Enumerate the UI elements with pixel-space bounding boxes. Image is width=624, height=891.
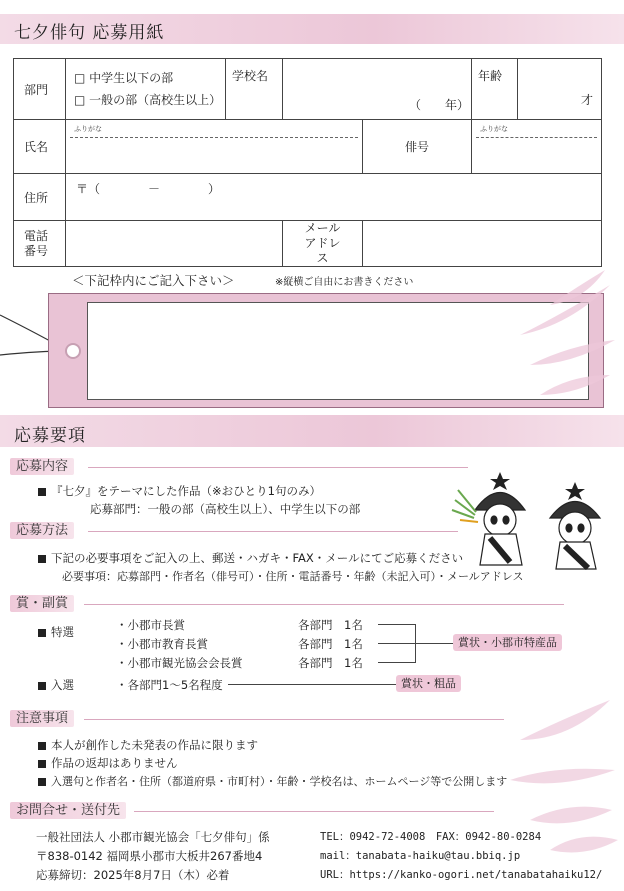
special-count-1: 各部門 1名 xyxy=(298,618,363,632)
address-field[interactable] xyxy=(66,174,602,221)
notes-rule xyxy=(84,719,504,720)
email-label: メールアドレス xyxy=(283,221,363,267)
pen-name-label: 俳号 xyxy=(363,120,472,174)
division-label: 部門 xyxy=(14,59,66,120)
address-label: 住所 xyxy=(14,174,66,221)
phone-label: 電話番号 xyxy=(14,221,66,267)
age-label: 年齢 xyxy=(472,59,518,120)
content-line-1: 『七夕』をテーマにした作品（※おひとり1句のみ） xyxy=(38,483,321,499)
name-furigana-line xyxy=(70,137,358,138)
bracket-vertical xyxy=(415,624,416,663)
age-unit: 才 xyxy=(580,93,593,107)
guidelines-band xyxy=(0,415,624,447)
special-item-2: ・小郡市教育長賞 xyxy=(116,637,208,651)
pen-name-furigana: ふりがな xyxy=(480,125,508,133)
bracket-top xyxy=(378,624,416,625)
selected-connector xyxy=(228,684,396,685)
contact-tel-fax: TEL：0942-72-4008 FAX：0942-80-0284 xyxy=(320,831,542,843)
special-item-1: ・小郡市長賞 xyxy=(116,618,185,632)
age-field[interactable] xyxy=(518,59,602,120)
name-label: 氏名 xyxy=(14,120,66,174)
contact-heading: お問合せ・送付先 xyxy=(10,802,126,819)
awards-heading: 賞・副賞 xyxy=(10,595,74,612)
bracket-bottom xyxy=(378,662,416,663)
contact-mail[interactable]: mail：tanabata-haiku@tau.bbiq.jp xyxy=(320,850,521,862)
contact-url[interactable]: URL：https://kanko-ogori.net/tanabatahaiku12/ xyxy=(320,869,603,881)
school-field[interactable] xyxy=(283,59,472,120)
selected-prize-badge: 賞状・粗品 xyxy=(396,675,461,692)
phone-field[interactable] xyxy=(66,221,283,267)
tanabata-characters-icon xyxy=(450,470,620,570)
special-prize-badge: 賞状・小郡市特産品 xyxy=(453,634,562,651)
tag-hole xyxy=(65,343,81,359)
notes-heading: 注意事項 xyxy=(10,710,74,727)
application-form xyxy=(13,58,602,267)
method-rule xyxy=(88,531,458,532)
special-count-3: 各部門 1名 xyxy=(298,656,363,670)
contact-org: 一般社団法人 小郡市観光協会「七夕俳句」係 xyxy=(36,830,270,844)
contact-address: 〒838-0142 福岡県小郡市大板井267番地4 xyxy=(36,849,263,863)
contact-rule xyxy=(134,811,494,812)
division-option-junior[interactable]: □ 中学生以下の部 xyxy=(74,71,174,85)
content-line-2: 応募部門：一般の部（高校生以上）、中学生以下の部 xyxy=(90,502,361,516)
name-field[interactable] xyxy=(66,120,363,174)
selected-label: 入選 xyxy=(38,677,74,693)
special-count-2: 各部門 1名 xyxy=(298,637,363,651)
note-item-2: 作品の返却はありません xyxy=(38,755,178,771)
selected-count: ・各部門1～5名程度 xyxy=(116,678,223,692)
pen-name-field[interactable] xyxy=(472,120,602,174)
school-year: （ 年） xyxy=(408,98,469,112)
method-line-1: 下記の必要事項をご記入の上、郵送・ハガキ・FAX・メールにてご応募ください xyxy=(38,550,463,566)
special-item-3: ・小郡市観光協会会長賞 xyxy=(116,656,243,670)
guidelines-title: 応募要項 xyxy=(14,426,86,446)
page-title: 七夕俳句 応募用紙 xyxy=(14,23,165,43)
method-heading: 応募方法 xyxy=(10,522,74,539)
bamboo-leaves-icon xyxy=(510,265,620,405)
entry-instruction: ＜下記枠内にご記入下さい＞ xyxy=(72,273,235,288)
pen-name-furigana-line xyxy=(476,137,597,138)
contact-deadline: 応募締切：2025年8月7日（木）必着 xyxy=(36,868,230,882)
entry-note: ※縦横ご自由にお書きください xyxy=(275,277,414,288)
name-furigana: ふりがな xyxy=(74,125,102,133)
email-field[interactable] xyxy=(363,221,602,267)
note-item-3: 入選句と作者名・住所（都道府県・市町村）・年齢・学校名は、ホームページ等で公開します xyxy=(38,773,507,789)
special-label: 特選 xyxy=(38,624,74,640)
content-rule xyxy=(88,467,468,468)
content-heading: 応募内容 xyxy=(10,458,74,475)
awards-rule xyxy=(84,604,564,605)
postal-code: 〒（ － ） xyxy=(76,182,221,196)
division-option-general[interactable]: □ 一般の部（高校生以上） xyxy=(74,93,222,107)
school-label: 学校名 xyxy=(226,59,283,120)
method-line-2: 必要事項：応募部門・作者名（俳号可）・住所・電話番号・年齢（未記入可）・メールアドレス xyxy=(62,570,524,583)
note-item-1: 本人が創作した未発表の作品に限ります xyxy=(38,737,258,753)
